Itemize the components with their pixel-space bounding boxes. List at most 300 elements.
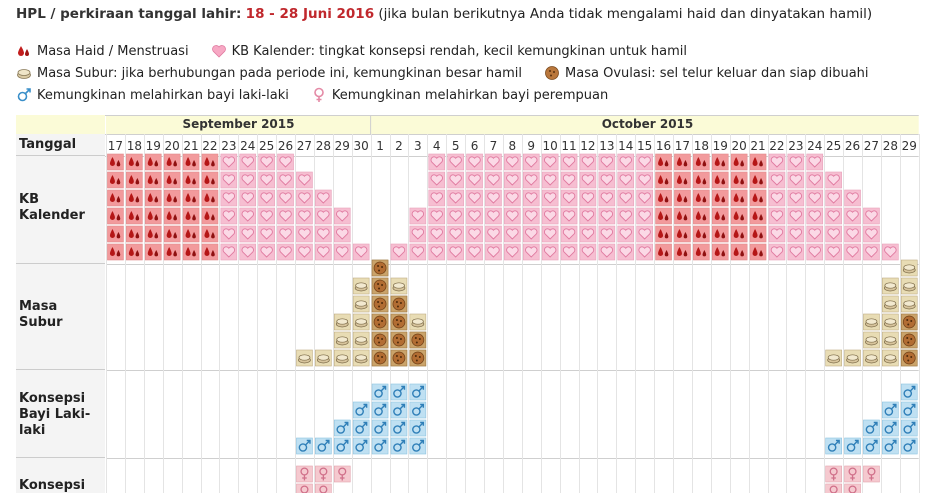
pink-heart-icon [315, 208, 331, 224]
pink-heart-icon [637, 172, 653, 188]
female-symbol-icon [311, 87, 327, 103]
bun-icon [353, 296, 369, 312]
blood-drop-icon [656, 244, 672, 260]
pink-heart-icon [504, 226, 520, 242]
day-label: 16 [655, 139, 672, 153]
male-symbol-icon [391, 420, 407, 436]
pink-heart-icon [429, 190, 445, 206]
bun-icon [882, 278, 898, 294]
pink-heart-icon [296, 208, 312, 224]
pink-heart-icon [788, 208, 804, 224]
blood-drop-icon [674, 190, 690, 206]
pink-heart-icon [448, 226, 464, 242]
pink-heart-icon [315, 244, 331, 260]
pink-heart-icon [429, 172, 445, 188]
pink-heart-icon [504, 172, 520, 188]
pink-heart-icon [523, 154, 539, 170]
pink-heart-icon [845, 190, 861, 206]
cookie-icon [372, 260, 388, 276]
pink-heart-icon [485, 226, 501, 242]
male-symbol-icon [901, 438, 917, 454]
pink-heart-icon [429, 154, 445, 170]
pink-heart-icon [240, 154, 256, 170]
male-symbol-icon [372, 420, 388, 436]
blood-drop-icon [126, 226, 142, 242]
male-symbol-icon [826, 438, 842, 454]
pink-heart-icon [278, 190, 294, 206]
blood-drop-icon [145, 154, 161, 170]
blood-drop-icon [674, 172, 690, 188]
day-label: 21 [183, 139, 199, 153]
pink-heart-icon [278, 154, 294, 170]
blood-drop-icon [164, 190, 180, 206]
pink-heart-icon [391, 244, 407, 260]
pink-heart-icon [618, 208, 634, 224]
pink-heart-icon [448, 208, 464, 224]
blood-drop-icon [731, 154, 747, 170]
bun-icon [882, 350, 898, 366]
blood-drop-icon [107, 244, 123, 260]
blood-drop-icon [164, 244, 180, 260]
pink-heart-icon [769, 190, 785, 206]
bun-icon [353, 278, 369, 294]
pink-heart-icon [485, 154, 501, 170]
bun-icon [826, 350, 842, 366]
pink-heart-icon [296, 226, 312, 242]
pink-heart-icon [296, 172, 312, 188]
cookie-icon [372, 350, 388, 366]
legend-row-1 [16, 41, 709, 61]
blood-drop-icon [183, 172, 199, 188]
day-label: 21 [750, 139, 766, 153]
pink-heart-icon [637, 226, 653, 242]
legend-laki [16, 87, 289, 103]
pink-heart-icon [221, 154, 237, 170]
bun-icon [16, 65, 32, 81]
pink-heart-icon [240, 226, 256, 242]
day-label: 28 [882, 139, 898, 153]
bun-icon [882, 314, 898, 330]
pink-heart-icon [769, 172, 785, 188]
day-label: 6 [470, 139, 479, 153]
blood-drop-icon [107, 208, 123, 224]
day-label: 5 [451, 139, 460, 153]
pink-heart-icon [259, 226, 275, 242]
pink-heart-icon [278, 226, 294, 242]
day-label: 30 [353, 139, 369, 153]
bun-icon [845, 350, 861, 366]
legend-perempuan-label: Kemungkinan melahirkan bayi perempuan [331, 87, 609, 103]
pink-heart-icon [845, 226, 861, 242]
day-label: 7 [489, 139, 498, 153]
male-symbol-icon [845, 438, 861, 454]
cookie-icon [391, 332, 407, 348]
male-symbol-icon [863, 420, 879, 436]
pink-heart-icon [807, 154, 823, 170]
day-label: 26 [844, 139, 861, 153]
day-label: 29 [901, 139, 917, 153]
pink-heart-icon [599, 226, 615, 242]
pink-heart-icon [561, 208, 577, 224]
male-symbol-icon [901, 384, 917, 400]
blood-drop-icon [16, 43, 32, 59]
male-symbol-icon [410, 402, 426, 418]
blood-drop-icon [693, 226, 709, 242]
pink-heart-icon [429, 226, 445, 242]
pink-heart-icon [259, 244, 275, 260]
pink-heart-icon [561, 172, 577, 188]
blood-drop-icon [126, 190, 142, 206]
pink-heart-icon [618, 190, 634, 206]
pink-heart-icon [259, 172, 275, 188]
pink-heart-icon [807, 190, 823, 206]
pink-heart-icon [542, 190, 558, 206]
blood-drop-icon [126, 154, 142, 170]
day-label: 19 [712, 139, 728, 153]
pink-heart-icon [448, 154, 464, 170]
day-label: 27 [296, 139, 313, 153]
male-symbol-icon [391, 402, 407, 418]
day-label: 26 [277, 139, 294, 153]
pink-heart-icon [334, 244, 350, 260]
pink-heart-icon [504, 208, 520, 224]
day-label: 14 [618, 139, 634, 153]
legend-ovulasi-label: Masa Ovulasi: sel telur keluar dan siap dibuahi [565, 65, 869, 81]
pink-heart-icon [410, 226, 426, 242]
bun-icon [353, 314, 369, 330]
hpl-label: HPL / perkiraan tanggal lahir: [16, 6, 242, 22]
day-label: 20 [731, 139, 747, 153]
blood-drop-icon [202, 172, 218, 188]
day-label: 22 [769, 139, 785, 153]
bun-icon [882, 296, 898, 312]
day-label: 25 [259, 139, 275, 153]
pink-heart-icon [826, 190, 842, 206]
blood-drop-icon [656, 172, 672, 188]
blood-drop-icon [164, 154, 180, 170]
day-label: 18 [693, 139, 709, 153]
pink-heart-icon [618, 154, 634, 170]
legend-subur [16, 65, 522, 81]
pink-heart-icon [637, 154, 653, 170]
pink-heart-icon [599, 154, 615, 170]
male-symbol-icon [353, 402, 369, 418]
pink-heart-icon [296, 244, 312, 260]
pink-heart-icon [485, 244, 501, 260]
pink-heart-icon [353, 244, 369, 260]
pink-heart-icon [580, 190, 596, 206]
pink-heart-icon [504, 154, 520, 170]
bun-icon [901, 278, 917, 294]
pink-heart-icon [599, 244, 615, 260]
pink-heart-icon [523, 244, 539, 260]
pink-heart-icon [429, 244, 445, 260]
pink-heart-icon [580, 208, 596, 224]
day-label: 12 [580, 139, 596, 153]
bun-icon [863, 350, 879, 366]
day-label: 13 [599, 139, 615, 153]
pink-heart-icon [788, 172, 804, 188]
legend-perempuan [311, 87, 608, 103]
blood-drop-icon [656, 208, 672, 224]
pink-heart-icon [315, 226, 331, 242]
pink-heart-icon [580, 226, 596, 242]
cookie-icon [901, 350, 917, 366]
male-symbol-icon [410, 420, 426, 436]
pink-heart-icon [278, 208, 294, 224]
blood-drop-icon [164, 172, 180, 188]
pink-heart-icon [467, 208, 483, 224]
legend-haid-label: Masa Haid / Menstruasi [37, 43, 189, 59]
pink-heart-icon [467, 244, 483, 260]
pink-heart-icon [523, 190, 539, 206]
legend-subur-label: Masa Subur: jika berhubungan pada periode ini, kemungkinan besar hamil [37, 65, 523, 81]
blood-drop-icon [656, 226, 672, 242]
cookie-icon [901, 332, 917, 348]
blood-drop-icon [656, 154, 672, 170]
pink-heart-icon [334, 208, 350, 224]
female-symbol-icon [845, 484, 861, 493]
day-label: 24 [807, 139, 823, 153]
pink-heart-icon [561, 244, 577, 260]
blood-drop-icon [693, 172, 709, 188]
pink-heart-icon [221, 172, 237, 188]
bun-icon [353, 332, 369, 348]
cookie-icon [372, 332, 388, 348]
legend-haid [16, 43, 189, 59]
blood-drop-icon [183, 190, 199, 206]
male-symbol-icon [882, 402, 898, 418]
pink-heart-icon [467, 226, 483, 242]
male-symbol-icon [315, 438, 331, 454]
pink-heart-icon [807, 226, 823, 242]
female-symbol-icon [863, 466, 879, 482]
pink-heart-icon [504, 244, 520, 260]
blood-drop-icon [712, 190, 728, 206]
pink-heart-icon [788, 154, 804, 170]
legend-row-2 [16, 63, 891, 83]
male-symbol-icon [16, 87, 32, 103]
blood-drop-icon [731, 226, 747, 242]
male-symbol-icon [410, 438, 426, 454]
female-symbol-icon [296, 484, 312, 493]
pink-heart-icon [599, 172, 615, 188]
pink-heart-icon [410, 244, 426, 260]
pink-heart-icon [863, 226, 879, 242]
blood-drop-icon [202, 244, 218, 260]
pink-heart-icon [523, 226, 539, 242]
pink-heart-icon [580, 244, 596, 260]
male-symbol-icon [882, 438, 898, 454]
blood-drop-icon [107, 226, 123, 242]
pink-heart-icon [211, 43, 227, 59]
day-label: 8 [508, 139, 517, 153]
pink-heart-icon [580, 172, 596, 188]
blood-drop-icon [202, 154, 218, 170]
pink-heart-icon [788, 190, 804, 206]
cookie-icon [544, 65, 560, 81]
pink-heart-icon [580, 154, 596, 170]
pink-heart-icon [542, 226, 558, 242]
blood-drop-icon [656, 190, 672, 206]
pink-heart-icon [788, 244, 804, 260]
male-symbol-icon [296, 438, 312, 454]
blood-drop-icon [126, 244, 142, 260]
pink-heart-icon [845, 208, 861, 224]
cookie-icon [391, 296, 407, 312]
blood-drop-icon [183, 226, 199, 242]
row-label-spacer [16, 115, 105, 134]
pink-heart-icon [637, 244, 653, 260]
male-symbol-icon [353, 420, 369, 436]
blood-drop-icon [126, 172, 142, 188]
pink-heart-icon [599, 208, 615, 224]
blood-drop-icon [731, 190, 747, 206]
pink-heart-icon [240, 190, 256, 206]
cookie-icon [372, 314, 388, 330]
blood-drop-icon [750, 172, 766, 188]
blood-drop-icon [693, 208, 709, 224]
pink-heart-icon [429, 208, 445, 224]
day-label: 23 [221, 139, 237, 153]
bun-icon [863, 314, 879, 330]
day-label: 15 [637, 139, 653, 153]
day-label: 22 [202, 139, 218, 153]
legend-laki-label: Kemungkinan melahirkan bayi laki-laki [37, 87, 289, 103]
pink-heart-icon [278, 244, 294, 260]
blood-drop-icon [202, 226, 218, 242]
pink-heart-icon [240, 244, 256, 260]
cookie-icon [372, 296, 388, 312]
legend-row-3 [16, 85, 630, 105]
row-label-perempuan: Konsepsi [16, 458, 105, 493]
pink-heart-icon [523, 172, 539, 188]
day-label: 17 [107, 139, 124, 153]
blood-drop-icon [731, 208, 747, 224]
bun-icon [315, 350, 331, 366]
pink-heart-icon [278, 172, 294, 188]
pink-heart-icon [448, 190, 464, 206]
pink-heart-icon [221, 208, 237, 224]
pink-heart-icon [807, 244, 823, 260]
pink-heart-icon [882, 244, 898, 260]
pink-heart-icon [467, 154, 483, 170]
pink-heart-icon [637, 208, 653, 224]
day-label: 4 [432, 139, 441, 153]
hpl-line [16, 6, 872, 22]
bun-icon [863, 332, 879, 348]
blood-drop-icon [712, 172, 728, 188]
pink-heart-icon [259, 190, 275, 206]
pink-heart-icon [807, 172, 823, 188]
blood-drop-icon [202, 190, 218, 206]
blood-drop-icon [750, 154, 766, 170]
day-label: 29 [334, 139, 350, 153]
bun-icon [353, 350, 369, 366]
row-label-kb: KB Kalender [16, 156, 105, 264]
blood-drop-icon [145, 172, 161, 188]
blood-drop-icon [202, 208, 218, 224]
pink-heart-icon [542, 208, 558, 224]
bun-icon [334, 314, 350, 330]
pink-heart-icon [259, 154, 275, 170]
cookie-icon [410, 332, 426, 348]
pink-heart-icon [788, 226, 804, 242]
blood-drop-icon [183, 208, 199, 224]
male-symbol-icon [334, 438, 350, 454]
pink-heart-icon [315, 190, 331, 206]
pink-heart-icon [221, 226, 237, 242]
pink-heart-icon [467, 172, 483, 188]
pink-heart-icon [221, 244, 237, 260]
pink-heart-icon [542, 154, 558, 170]
day-label: 2 [395, 139, 403, 153]
blood-drop-icon [674, 244, 690, 260]
male-symbol-icon [410, 384, 426, 400]
bun-icon [882, 332, 898, 348]
pink-heart-icon [410, 208, 426, 224]
row-label-laki: Konsepsi Bayi Laki-laki [16, 370, 105, 458]
pink-heart-icon [240, 208, 256, 224]
cookie-icon [410, 350, 426, 366]
pink-heart-icon [769, 226, 785, 242]
male-symbol-icon [372, 402, 388, 418]
pink-heart-icon [618, 226, 634, 242]
pink-heart-icon [485, 190, 501, 206]
blood-drop-icon [693, 190, 709, 206]
pink-heart-icon [221, 190, 237, 206]
pink-heart-icon [863, 208, 879, 224]
blood-drop-icon [164, 208, 180, 224]
bun-icon [410, 314, 426, 330]
blood-drop-icon [750, 190, 766, 206]
bun-icon [391, 278, 407, 294]
legend-kb [211, 43, 687, 59]
blood-drop-icon [712, 244, 728, 260]
day-label: 19 [145, 139, 161, 153]
pink-heart-icon [259, 208, 275, 224]
male-symbol-icon [353, 438, 369, 454]
pink-heart-icon [637, 190, 653, 206]
pink-heart-icon [863, 244, 879, 260]
day-label: 9 [527, 139, 536, 153]
bun-icon [901, 260, 917, 276]
pink-heart-icon [618, 244, 634, 260]
male-symbol-icon [372, 384, 388, 400]
blood-drop-icon [712, 154, 728, 170]
female-symbol-icon [826, 484, 842, 493]
blood-drop-icon [183, 154, 199, 170]
blood-drop-icon [107, 172, 123, 188]
blood-drop-icon [693, 154, 709, 170]
pink-heart-icon [807, 208, 823, 224]
cookie-icon [372, 278, 388, 294]
cookie-icon [391, 314, 407, 330]
blood-drop-icon [712, 208, 728, 224]
day-label: 11 [561, 139, 577, 153]
male-symbol-icon [863, 438, 879, 454]
male-symbol-icon [901, 420, 917, 436]
blood-drop-icon [674, 208, 690, 224]
day-label: 17 [674, 139, 691, 153]
day-label: 24 [240, 139, 256, 153]
day-label: 27 [863, 139, 880, 153]
bun-icon [296, 350, 312, 366]
pink-heart-icon [296, 190, 312, 206]
day-label: 25 [826, 139, 842, 153]
month-header-october: October 2015 [601, 117, 694, 131]
hpl-note: (jika bulan berikutnya Anda tidak mengalami haid dan dinyatakan hamil) [378, 6, 873, 22]
